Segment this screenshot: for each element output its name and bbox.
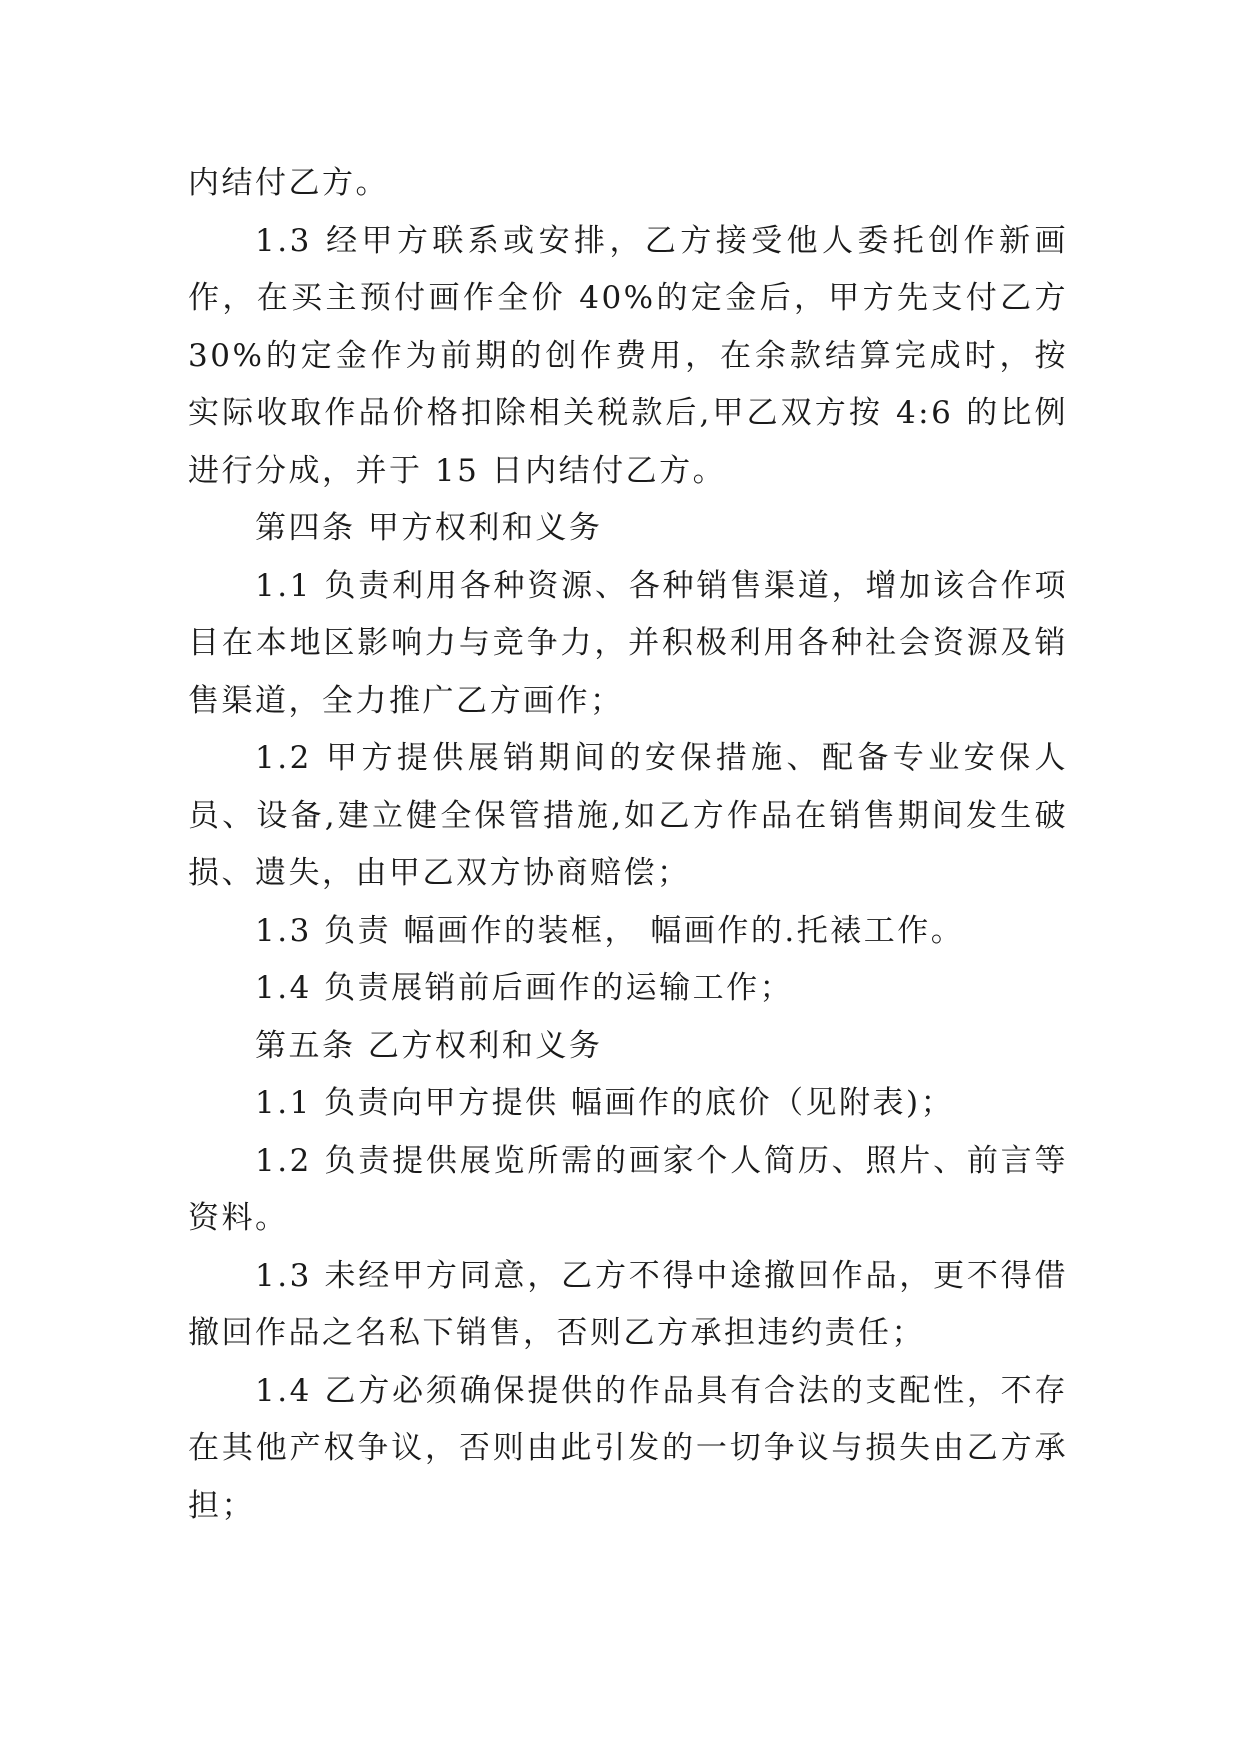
paragraph-party-b-1-1: 1.1 负责向甲方提供 幅画作的底价（见附表)； — [255, 1085, 955, 1121]
paragraph-party-b-1-2: 1.2 负责提供展览所需的画家个人简历、照片、前言等资料。 — [188, 1142, 1068, 1236]
heading-article-4: 第四条 甲方权利和义务 — [255, 510, 603, 546]
paragraph-party-b-1-3: 1.3 未经甲方同意，乙方不得中途撤回作品，更不得借撤回作品之名私下销售，否则乙方承担违约责任； — [188, 1257, 1068, 1351]
document-body — [188, 155, 1068, 1535]
paragraph-party-a-1-1: 1.1 负责利用各种资源、各种销售渠道，增加该合作项目在本地区影响力与竞争力，并积极利用各种社会资源及销售渠道，全力推广乙方画作； — [188, 567, 1068, 719]
paragraph-party-a-1-4: 1.4 负责展销前后画作的运输工作； — [255, 970, 794, 1006]
heading-article-5: 第五条 乙方权利和义务 — [255, 1027, 603, 1064]
paragraph-party-b-1-4: 1.4 乙方必须确保提供的作品具有合法的支配性，不存在其他产权争议，否则由此引发的一切争议与损失由乙方承担； — [188, 1372, 1068, 1524]
paragraph-payment-continuation: 内结付乙方。 — [188, 165, 389, 201]
paragraph-party-a-1-2: 1.2 甲方提供展销期间的安保措施、配备专业安保人员、设备,建立健全保管措施,如乙方作品在销售期间发生破损、遗失，由甲乙双方协商赔偿； — [188, 740, 1068, 891]
paragraph-party-a-1-3: 1.3 负责 幅画作的装框， 幅画作的.托裱工作。 — [255, 912, 965, 949]
paragraph-clause-1-3-commission: 1.3 经甲方联系或安排，乙方接受他人委托创作新画作，在买主预付画作全价 40%的定金后，甲方先支付乙方 30%的定金作为前期的创作费用，在余款结算完成时，按实际收取作品价格扣除相关税款后,甲乙双方按 4:6 的比例进行分成，并于 15 日内结付乙方。 — [188, 222, 1068, 489]
